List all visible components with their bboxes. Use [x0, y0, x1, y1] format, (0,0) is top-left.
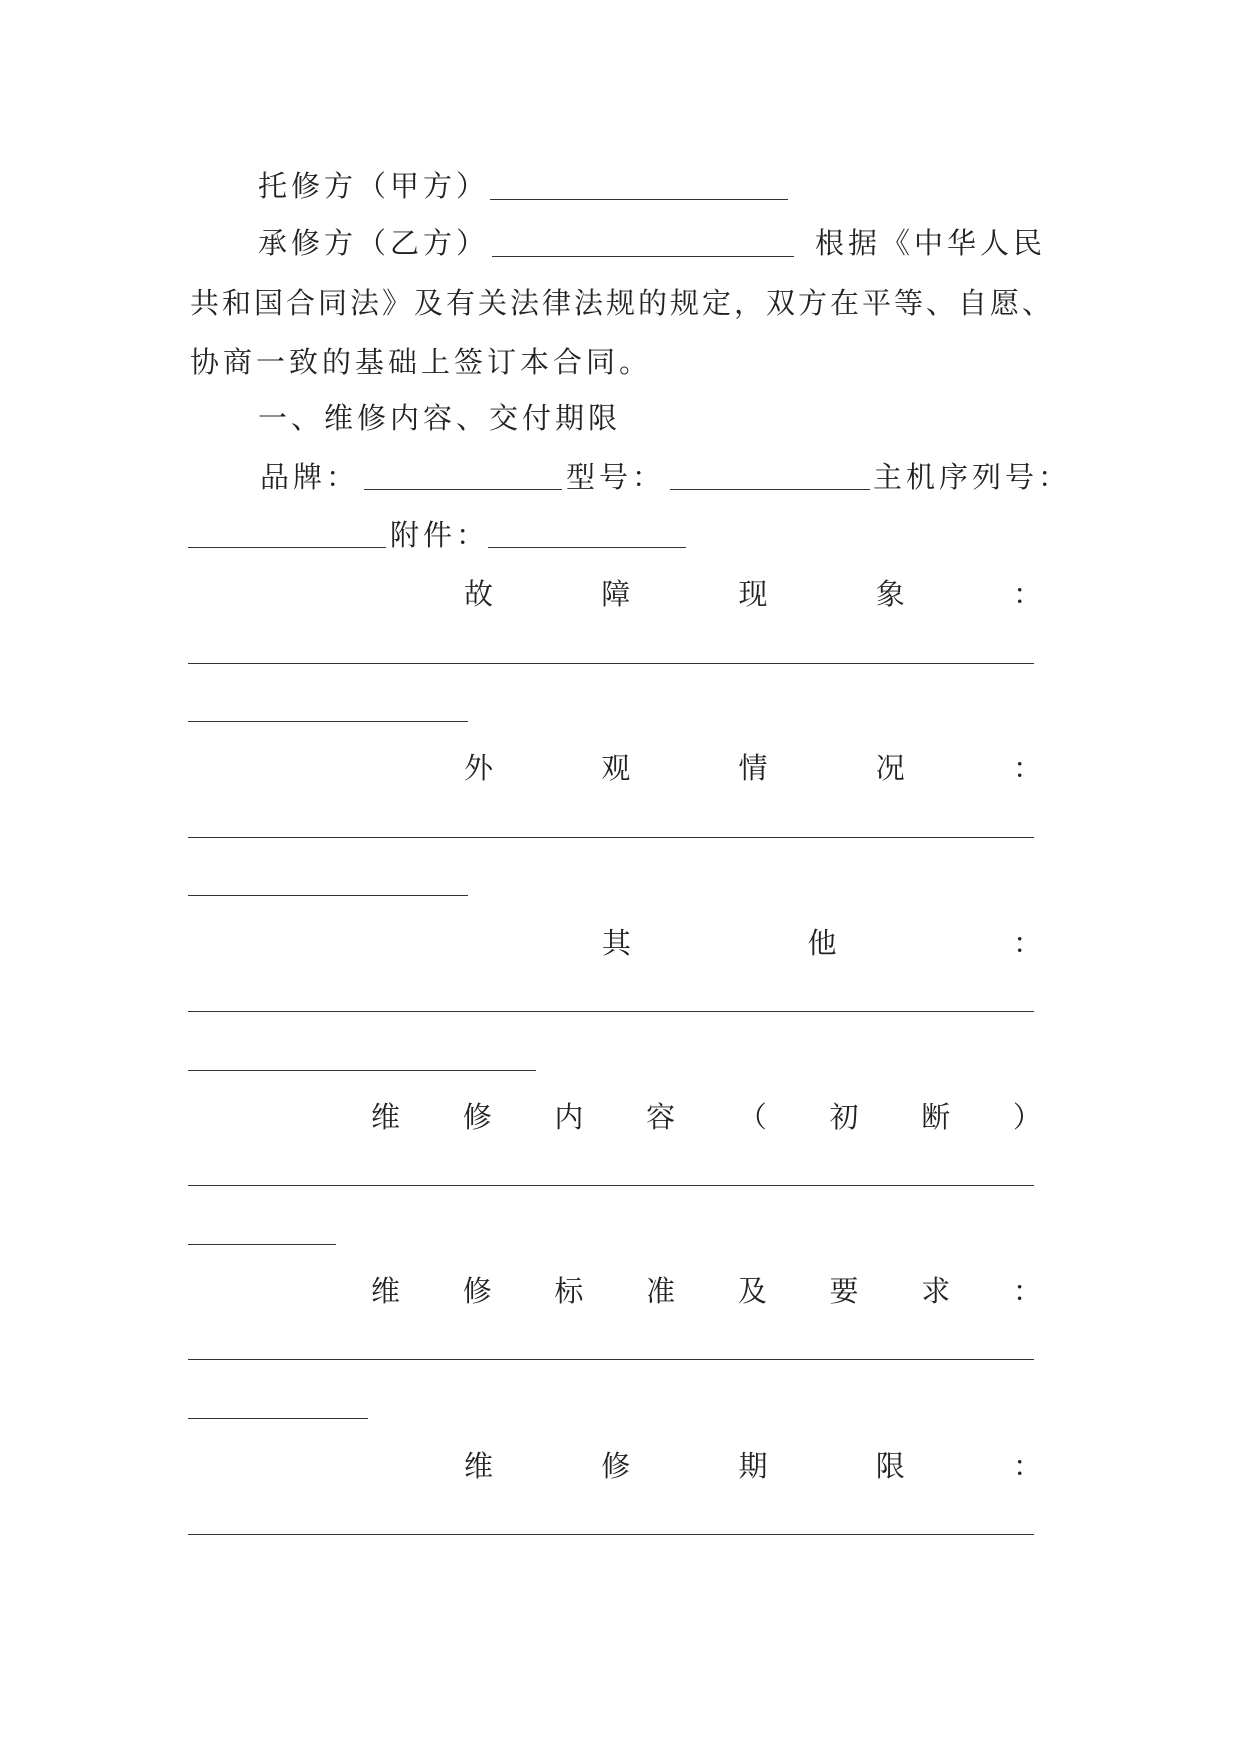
repair-content-char: 维 [371, 1100, 401, 1134]
model-label: 型号： [566, 460, 666, 494]
fault-char: 故 [464, 577, 494, 611]
appearance-char: 况 [875, 751, 905, 785]
repair-standard-char: 修 [462, 1274, 492, 1308]
repair-period-char: 维 [464, 1449, 494, 1483]
attachment-label: 附件： [390, 518, 490, 552]
brand-label: 品牌： [260, 460, 360, 494]
fault-line-2[interactable] [188, 721, 468, 722]
repair-standard-line-1[interactable] [188, 1359, 1034, 1360]
repair-period-line-1[interactable] [188, 1534, 1034, 1535]
appearance-char: 情 [738, 751, 768, 785]
repair-content-char: （ [737, 1100, 767, 1134]
repair-standard-char: 要 [829, 1274, 859, 1308]
repair-period-char: 修 [601, 1449, 631, 1483]
fault-line-1[interactable] [188, 663, 1034, 664]
fault-char: 现 [738, 577, 768, 611]
repair-content-line-1[interactable] [188, 1185, 1034, 1186]
fault-char: 障 [601, 577, 631, 611]
law-text-3: 协商一致的基础上签订本合同。 [190, 345, 653, 379]
model-blank[interactable] [670, 489, 870, 490]
law-text-2: 共和国合同法》及有关法律法规的规定，双方在平等、自愿、 [190, 286, 1055, 320]
repair-content-char: 初 [829, 1100, 859, 1134]
repair-content-line-2[interactable] [188, 1244, 336, 1245]
fault-char: ： [1012, 577, 1042, 611]
client-blank[interactable] [490, 199, 788, 200]
serial-label: 主机序列号： [873, 460, 1072, 494]
repair-content-char: 断 [921, 1100, 951, 1134]
appearance-char: ： [1012, 751, 1042, 785]
other-label [188, 923, 1042, 963]
contractor-blank[interactable] [492, 256, 794, 257]
repair-content-char: ） [1012, 1100, 1042, 1134]
attachment-blank[interactable] [488, 547, 686, 548]
repair-standard-char: 求 [921, 1274, 951, 1308]
contractor-label: 承修方（乙方） [258, 226, 490, 260]
repair-period-char: 期 [738, 1449, 768, 1483]
appearance-char: 外 [464, 751, 494, 785]
other-char: ： [1012, 926, 1042, 960]
serial-blank[interactable] [188, 547, 386, 548]
repair-standard-line-2[interactable] [188, 1418, 368, 1419]
appearance-char: 观 [601, 751, 631, 785]
repair-content-char: 内 [554, 1100, 584, 1134]
client-label: 托修方（甲方） [258, 169, 490, 203]
brand-blank[interactable] [364, 489, 562, 490]
repair-standard-char: ： [1012, 1274, 1042, 1308]
other-line-2[interactable] [188, 1070, 536, 1071]
repair-content-label [188, 1097, 1042, 1137]
fault-label [188, 574, 1042, 614]
other-line-1[interactable] [188, 1011, 1034, 1012]
other-char: 其 [602, 926, 632, 960]
repair-period-char: ： [1012, 1449, 1042, 1483]
law-text-1: 根据《中华人民 [815, 226, 1047, 260]
repair-standard-char: 标 [554, 1274, 584, 1308]
repair-period-label [188, 1446, 1042, 1486]
fault-char: 象 [875, 577, 905, 611]
other-char: 他 [807, 926, 837, 960]
repair-standard-char: 维 [371, 1274, 401, 1308]
appearance-line-2[interactable] [188, 895, 468, 896]
section1-heading: 一、维修内容、交付期限 [258, 401, 622, 435]
repair-standard-char: 准 [646, 1274, 676, 1308]
appearance-label [188, 748, 1042, 788]
repair-content-char: 修 [462, 1100, 492, 1134]
repair-period-char: 限 [875, 1449, 905, 1483]
repair-standard-char: 及 [737, 1274, 767, 1308]
repair-standard-label [188, 1271, 1042, 1311]
repair-content-char: 容 [646, 1100, 676, 1134]
appearance-line-1[interactable] [188, 837, 1034, 838]
